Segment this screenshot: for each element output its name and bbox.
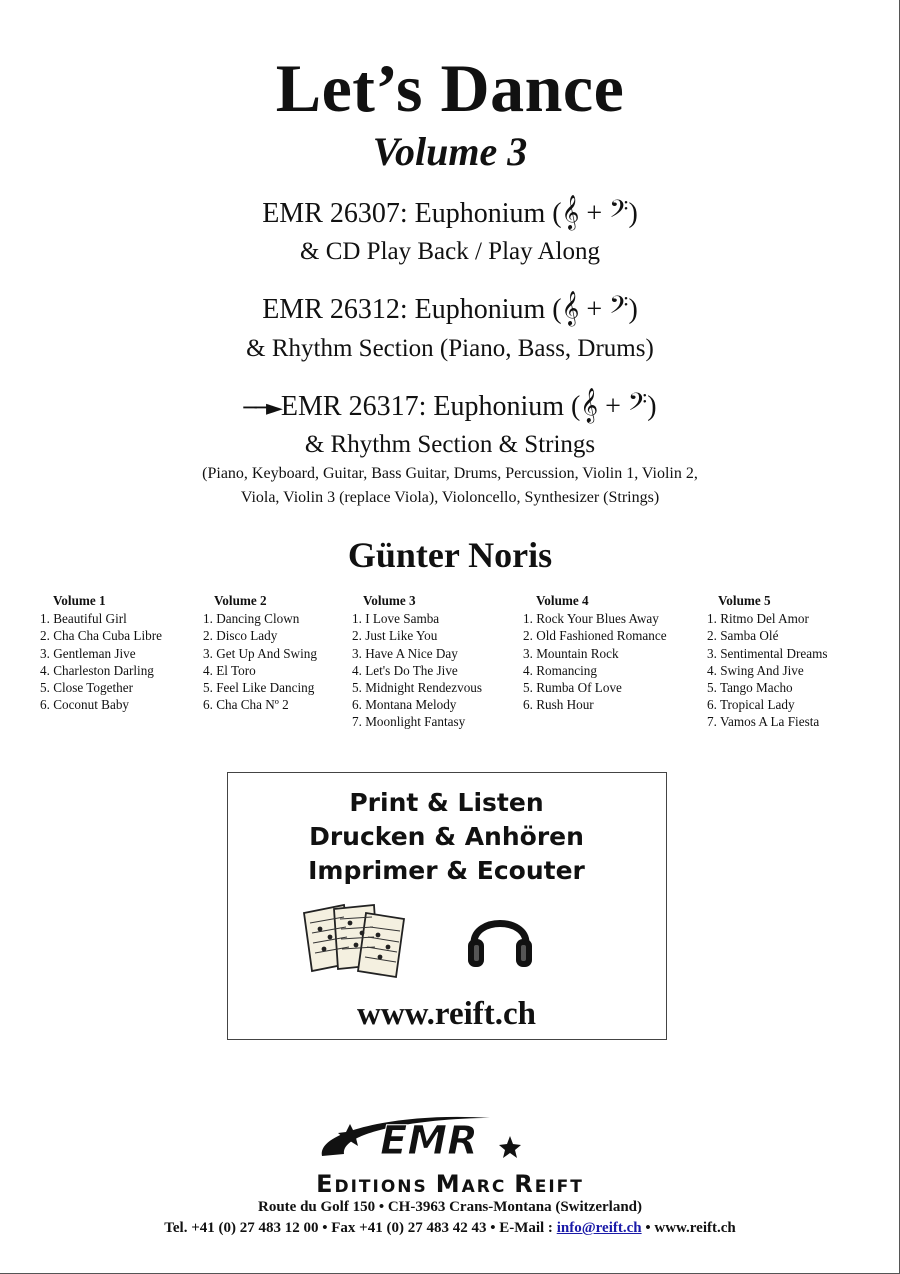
list-item: 3. Mountain Rock xyxy=(523,645,619,661)
list-item: 6. Tropical Lady xyxy=(707,697,795,713)
promo-line-french: Imprimer & Ecouter xyxy=(308,856,585,885)
list-item: 4. El Toro xyxy=(203,662,256,678)
edition-3-line xyxy=(0,389,900,426)
list-item: 2. Old Fashioned Romance xyxy=(523,628,667,644)
list-item: 5. Midnight Rendezvous xyxy=(352,680,483,696)
list-item: 1. Ritmo Del Amor xyxy=(707,611,809,627)
promo-line-german: Drucken & Anhören xyxy=(309,822,584,851)
list-item: 4. Swing And Jive xyxy=(707,662,804,678)
list-item: 2. Disco Lady xyxy=(203,628,278,644)
bass-clef-icon: 𝄢 xyxy=(627,388,648,423)
list-item: 5. Close Together xyxy=(40,680,133,696)
bass-clef-icon: 𝄢 xyxy=(609,195,629,230)
edition-3-code: EMR 26317: Euphonium ( xyxy=(280,391,581,422)
list-item: 4. Let's Do The Jive xyxy=(352,662,458,678)
clef-plus: + xyxy=(598,391,628,422)
publisher-name: EDITIONS MARC REIFT xyxy=(316,1170,584,1198)
publisher-contact: Tel. +41 (0) 27 483 12 00 • Fax +41 (0) 27 483 42 43 • E-Mail : info@reift.ch • www.reift.ch xyxy=(164,1220,736,1236)
list-item: 2. Samba Olé xyxy=(707,628,779,644)
edition-1-line xyxy=(0,196,900,231)
volume-heading: Volume 1 xyxy=(53,593,106,608)
edition-2-code: EMR 26312: Euphonium ( xyxy=(262,294,562,325)
list-item: 2. Cha Cha Cuba Libre xyxy=(40,628,162,644)
volume-heading: Volume 3 xyxy=(363,593,416,608)
volume-column-3 xyxy=(352,592,482,731)
clef-plus: + xyxy=(579,294,610,325)
list-item: 6. Cha Cha Nº 2 xyxy=(203,697,289,713)
volume-heading: Volume 5 xyxy=(718,593,771,608)
publisher-address: Route du Golf 150 • CH-3963 Crans-Montana (Switzerland) xyxy=(258,1199,642,1215)
list-item: 1. Rock Your Blues Away xyxy=(523,611,659,627)
list-item: 6. Montana Melody xyxy=(352,697,457,713)
edition-2-sub: & Rhythm Section (Piano, Bass, Drums) xyxy=(246,335,654,362)
edition-3-sub: & Rhythm Section & Strings xyxy=(304,431,596,458)
logo-lettering: EMR xyxy=(380,1118,478,1164)
sheet-music-icon xyxy=(300,901,412,981)
list-item: 1. I Love Samba xyxy=(352,611,440,627)
volume-heading: Volume 4 xyxy=(536,593,589,608)
list-item: 3. Get Up And Swing xyxy=(203,645,317,661)
volume-column-4 xyxy=(523,592,667,713)
list-item: 4. Romancing xyxy=(523,662,597,678)
list-item: 5. Rumba Of Love xyxy=(523,680,622,696)
volume-column-5 xyxy=(707,592,828,731)
arrow-right-icon: ──► xyxy=(243,396,281,421)
print-listen-box xyxy=(227,772,667,1040)
list-item: 3. Have A Nice Day xyxy=(352,645,458,661)
list-item: 2. Just Like You xyxy=(352,628,438,644)
email-link[interactable]: info@reift.ch xyxy=(556,1220,642,1236)
edition-1-code: EMR 26307: Euphonium ( xyxy=(262,198,562,229)
edition-1-close: ) xyxy=(628,198,638,229)
volume-subtitle: Volume 3 xyxy=(372,129,528,174)
promo-website-link[interactable]: www.reift.ch xyxy=(356,996,537,1032)
bass-clef-icon: 𝄢 xyxy=(609,291,629,326)
promo-line-english: Print & Listen xyxy=(349,788,544,817)
parts-list-line-1: (Piano, Keyboard, Guitar, Bass Guitar, Drums, Percussion, Violin 1, Violin 2, xyxy=(202,465,698,482)
edition-2-close: ) xyxy=(628,294,638,325)
list-item: 1. Beautiful Girl xyxy=(40,611,127,627)
list-item: 3. Gentleman Jive xyxy=(40,645,136,661)
treble-clef-icon: 𝄞 xyxy=(561,195,580,230)
parts-list-line-2: Viola, Violin 3 (replace Viola), Violoncello, Synthesizer (Strings) xyxy=(240,489,660,506)
volume-heading: Volume 2 xyxy=(214,593,267,608)
volume-column-2 xyxy=(203,592,317,713)
headphones-icon xyxy=(464,903,536,975)
list-item: 5. Tango Macho xyxy=(707,680,793,696)
edition-2-line xyxy=(0,292,900,327)
emr-logo-icon xyxy=(310,1108,550,1170)
list-item: 5. Feel Like Dancing xyxy=(203,680,315,696)
treble-clef-icon: 𝄞 xyxy=(561,291,580,326)
list-item: 3. Sentimental Dreams xyxy=(707,645,828,661)
volume-column-1 xyxy=(40,592,162,713)
list-item: 4. Charleston Darling xyxy=(40,662,154,678)
list-item: 7. Moonlight Fantasy xyxy=(352,714,466,730)
clef-plus: + xyxy=(579,198,610,229)
list-item: 6. Coconut Baby xyxy=(40,697,130,713)
edition-3-close: ) xyxy=(647,391,657,422)
treble-clef-icon: 𝄞 xyxy=(580,388,599,423)
edition-1-sub: & CD Play Back / Play Along xyxy=(300,238,600,265)
list-item: 7. Vamos A La Fiesta xyxy=(707,714,820,730)
list-item: 1. Dancing Clown xyxy=(203,611,300,627)
composer-name: Günter Noris xyxy=(347,535,553,575)
list-item: 6. Rush Hour xyxy=(523,697,594,713)
page-title: Let’s Dance xyxy=(275,50,625,126)
